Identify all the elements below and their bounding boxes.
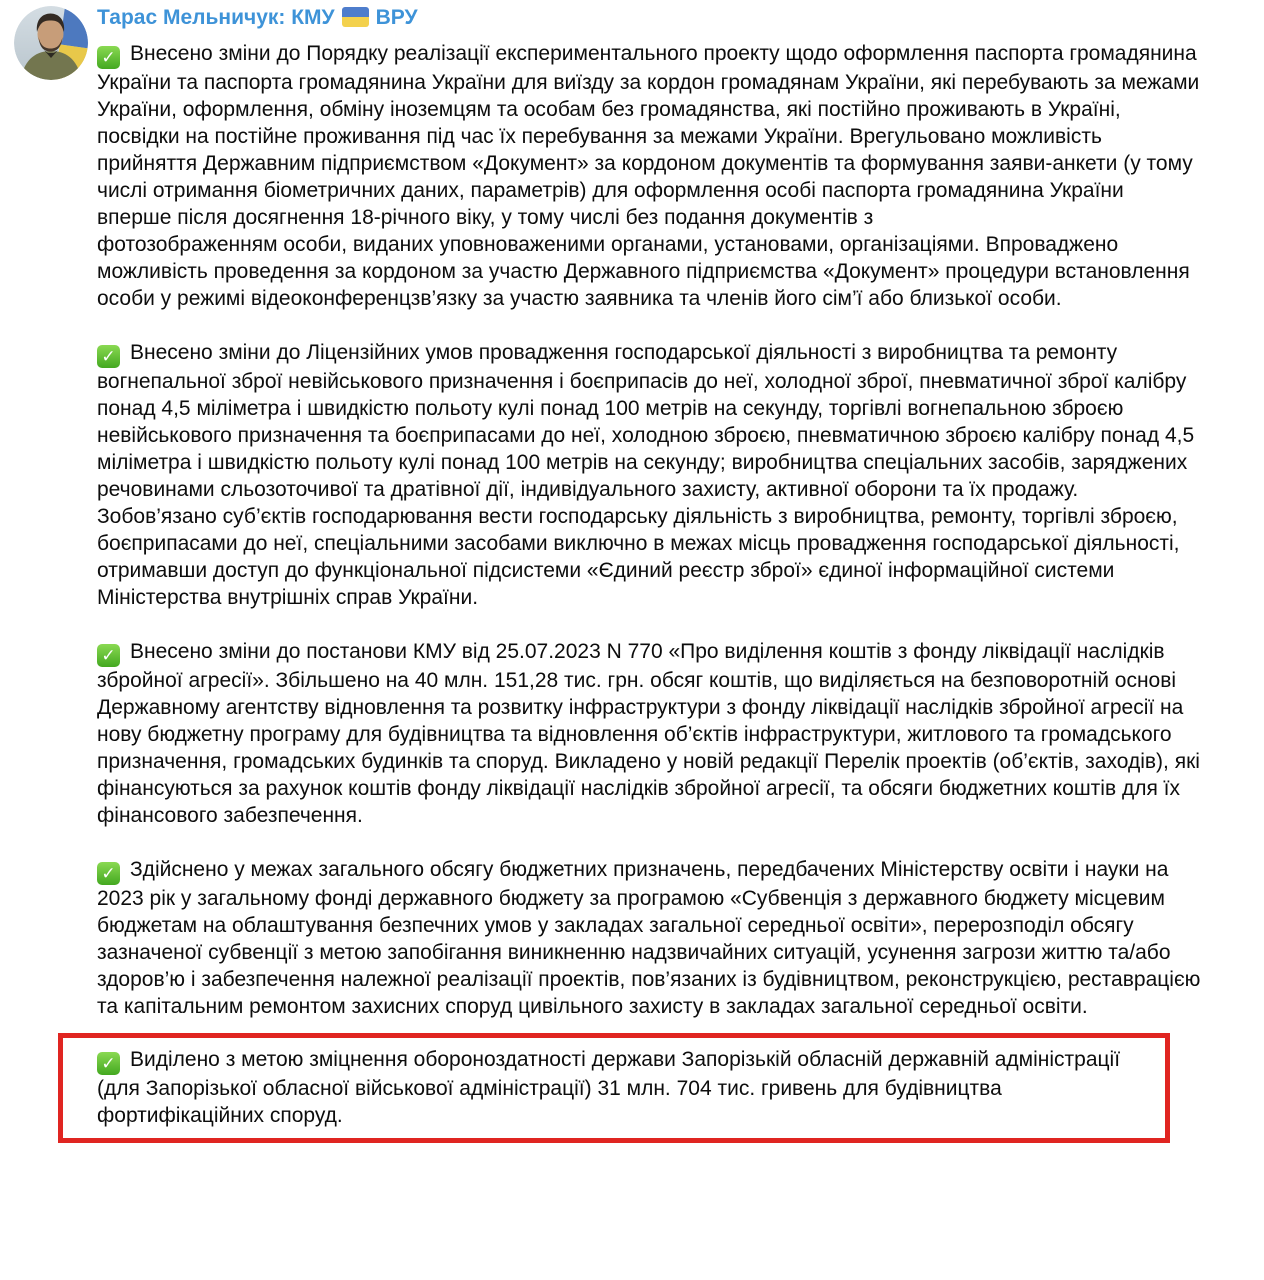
paragraph-1-text-continued: фотозображенням особи, виданих уповноваженими органами, установами, організаціями. Впроваджено можливість проведення за кордоном за участю Державного підприємства «Документ» процедури встановлення особи у режимі відеоконференцзв’язку за участю заявника та членів його сім’ї або близької особи.: [97, 233, 1190, 310]
message-paragraph-3: [97, 638, 1203, 829]
ukraine-flag-emoji: [342, 7, 369, 27]
channel-name[interactable]: [97, 4, 1203, 31]
channel-name-suffix: ВРУ: [375, 6, 418, 29]
message-text: [97, 40, 1203, 1143]
check-mark-emoji: ✓: [97, 345, 120, 368]
message-paragraph-4: [97, 856, 1203, 1020]
check-mark-emoji: ✓: [97, 1052, 120, 1075]
avatar-image: [14, 6, 88, 80]
channel-name-text: Тарас Мельничук: КМУ: [97, 6, 335, 29]
check-mark-emoji: ✓: [97, 644, 120, 667]
message-paragraph-5: [97, 1046, 1147, 1129]
paragraph-2-text: Внесено зміни до Ліцензійних умов провадження господарської діяльності з виробництва та ремонту вогнепальної зброї невійськового призначення і боєприпасів до неї, холодної зброї, пневматичної зброї калібру понад 4,5 міліметра і швидкістю польоту кулі понад 100 метрів на секунду, торгівлі вогнепальною зброєю невійськового призначення та боєприпасами до неї, холодною зброєю, пневматичною зброєю калібру понад 4,5 міліметра і швидкістю польоту кулі понад 100 метрів на секунду; виробництва спеціальних засобів, заряджених речовинами сльозоточивої та дратівної дії, індивідуального захисту, активної оборони та їх продажу. Зобов’язано суб’єктів господарювання вести господарську діяльність з виробництва, ремонту, торгівлі зброєю, боєприпасами до неї, спеціальними засобами виключно в межах місць провадження господарської діяльності, отримавши доступ до функціональної підсистеми «Єдиний реєстр зброї» єдиної інформаційної системи Міністерства внутрішніх справ України.: [97, 341, 1195, 609]
check-mark-emoji: ✓: [97, 862, 120, 885]
avatar[interactable]: [14, 6, 88, 80]
message-paragraph-2: [97, 339, 1203, 611]
check-mark-emoji: ✓: [97, 46, 120, 69]
message-paragraph-1: [97, 40, 1203, 312]
paragraph-1-text: Внесено зміни до Порядку реалізації експериментального проекту щодо оформлення паспорта громадянина України та паспорта громадянина України для виїзду за кордон громадянам України, які перебувають за межами України, оформлення, обміну іноземцям та особам без громадянства, які постійно проживають в Україні, посвідки на постійне проживання під час їх перебування за межами України. Врегульовано можливість прийняття Державним підприємством «Документ» за кордоном документів та формування заяви-анкети (у тому числі отримання біометричних даних, параметрів) для оформлення особі паспорта громадянина України вперше після досягнення 18-річного віку, у тому числі без подання документів з: [97, 42, 1200, 229]
paragraph-4-text: Здійснено у межах загального обсягу бюджетних призначень, передбачених Міністерству освіти і науки на 2023 рік у загальному фонді державного бюджету за програмою «Субвенція з державного бюджету місцевим бюджетам на облаштування безпечних умов у закладах загальної середньої освіти», перерозподіл обсягу зазначеної субвенції з метою запобігання виникненню надзвичайних ситуацій, усунення загрози життю та/або здоров’ю і забезпечення належної реалізації проектів, пов’язаних із будівництвом, реконструкцією, реставрацією та капітальним ремонтом захисних споруд цивільного захисту в закладах загальної середньої освіти.: [97, 858, 1201, 1018]
paragraph-3-text: Внесено зміни до постанови КМУ від 25.07.2023 N 770 «Про виділення коштів з фонду ліквідації наслідків збройної агресії». Збільшено на 40 млн. 151,28 тис. грн. обсяг коштів, що виділяється на безповоротній основі Державному агентству відновлення та розвитку інфраструктури з фонду ліквідації наслідків збройної агресії на нову бюджетну програму для будівництва та відновлення об’єктів інфраструктури, житлового та громадського призначення, громадських будинків та споруд. Викладено у новій редакції Перелік проектів (об’єктів, заходів), які фінансуються за рахунок коштів фонду ліквідації наслідків збройної агресії, та обсяги бюджетних коштів для їх фінансового забезпечення.: [97, 640, 1200, 827]
message-content: [97, 0, 1203, 1143]
paragraph-5-text: Виділено з метою зміцнення обороноздатності держави Запорізькій обласній державній адміністрації (для Запорізької обласної військової адміністрації) 31 млн. 704 тис. гривень для будівництва фортифікаційних споруд.: [97, 1048, 1121, 1127]
red-highlight-box: [58, 1033, 1170, 1143]
